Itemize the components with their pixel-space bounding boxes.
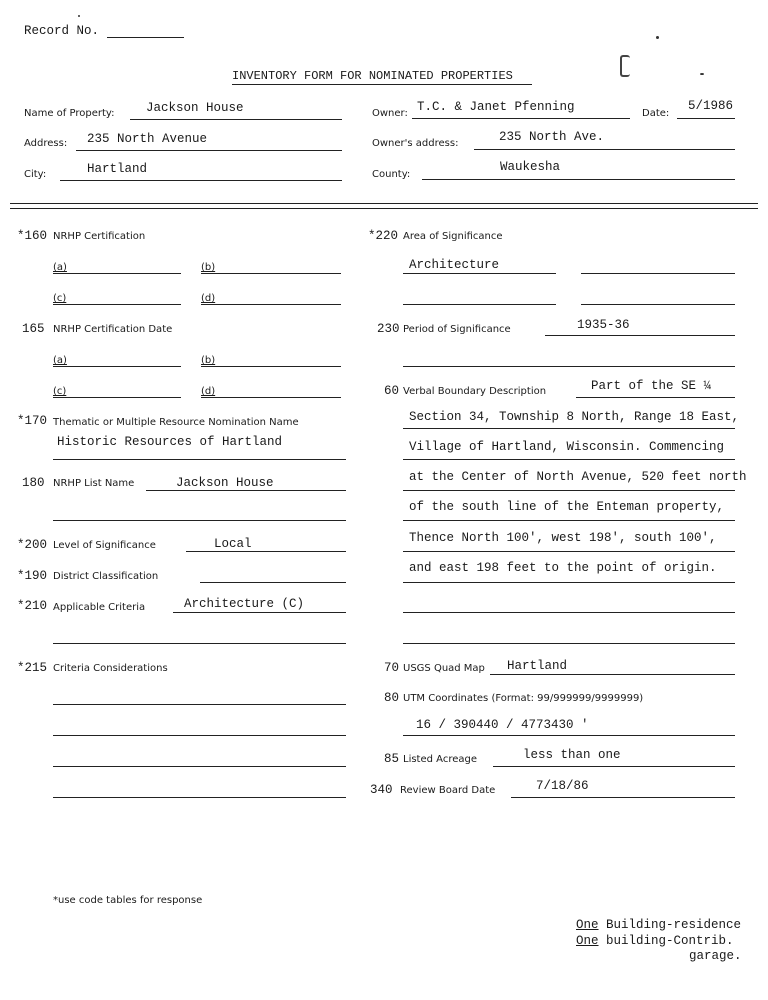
nrhp-date-b-field[interactable]	[201, 366, 341, 367]
nrhp-date-c-field[interactable]	[53, 397, 181, 398]
area-of-significance-field-2[interactable]	[581, 273, 735, 274]
review-board-date-label: Review Board Date	[400, 785, 496, 796]
nrhp-date-a-label: (a)	[53, 355, 67, 366]
date-value: 5/1986	[688, 99, 734, 113]
county-field[interactable]	[422, 179, 735, 180]
boundary-line-4: at the Center of North Avenue, 520 feet north	[409, 470, 747, 484]
field-code: 85	[384, 752, 400, 766]
district-classification-field[interactable]	[200, 582, 346, 583]
listed-acreage-field[interactable]	[493, 766, 735, 767]
listed-acreage-label: Listed Acreage	[403, 754, 477, 765]
field-code: 180	[22, 476, 45, 490]
owner-value: T.C. & Janet Pfenning	[417, 100, 575, 114]
level-of-significance-value: Local	[214, 537, 252, 551]
usgs-quad-map-value: Hartland	[507, 659, 568, 673]
address-field[interactable]	[76, 150, 342, 151]
section-divider	[10, 203, 758, 204]
nrhp-date-d-field[interactable]	[201, 397, 341, 398]
utm-coordinates-label: UTM Coordinates (Format: 99/999999/9999999)	[403, 693, 644, 704]
property-name-label: Name of Property:	[24, 108, 115, 119]
date-field[interactable]	[677, 118, 735, 119]
nrhp-date-d-label: (d)	[201, 386, 216, 397]
period-of-significance-field[interactable]	[545, 335, 735, 336]
owner-address-field[interactable]	[474, 149, 735, 150]
paper-speck	[700, 73, 704, 75]
nrhp-date-a-field[interactable]	[53, 366, 181, 367]
boundary-field-1[interactable]	[576, 397, 735, 398]
field-code: *170	[17, 414, 48, 428]
resource-count-2: One	[576, 934, 599, 948]
nrhp-certification-a-label: (a)	[53, 262, 67, 273]
date-label: Date:	[642, 108, 670, 119]
criteria-considerations-field-2[interactable]	[53, 735, 346, 736]
listed-acreage-value: less than one	[523, 748, 621, 762]
period-of-significance-field-2[interactable]	[403, 366, 735, 367]
boundary-field-6[interactable]	[403, 551, 735, 552]
criteria-considerations-field-1[interactable]	[53, 704, 346, 705]
section-divider	[10, 208, 758, 209]
county-value: Waukesha	[500, 160, 561, 174]
boundary-line-1: Part of the SE ¼	[591, 379, 712, 393]
boundary-field-4[interactable]	[403, 490, 735, 491]
district-classification-label: District Classification	[53, 571, 159, 582]
field-code: *215	[17, 661, 48, 675]
field-code: *160	[17, 229, 48, 243]
verbal-boundary-label: Verbal Boundary Description	[403, 386, 547, 397]
boundary-line-3: Village of Hartland, Wisconsin. Commencing	[409, 440, 725, 454]
criteria-considerations-field-3[interactable]	[53, 766, 346, 767]
boundary-line-7: and east 198 feet to the point of origin.	[409, 561, 717, 575]
applicable-criteria-label: Applicable Criteria	[53, 602, 146, 613]
nrhp-certification-date-label: NRHP Certification Date	[53, 324, 173, 335]
field-code: *200	[17, 538, 48, 552]
field-code: 230	[377, 322, 400, 336]
form-title-underline	[232, 84, 532, 85]
ink-mark	[620, 55, 630, 77]
paper-speck	[78, 15, 80, 17]
nrhp-certification-c-field[interactable]	[53, 304, 181, 305]
record-number-label: Record No.	[24, 24, 100, 38]
address-label: Address:	[24, 138, 68, 149]
applicable-criteria-value: Architecture (C)	[184, 597, 305, 611]
field-code: 165	[22, 322, 45, 336]
nrhp-certification-a-field[interactable]	[53, 273, 181, 274]
record-number-field[interactable]	[107, 37, 184, 38]
resource-count-1: One	[576, 918, 599, 932]
level-of-significance-field[interactable]	[186, 551, 346, 552]
period-of-significance-value: 1935-36	[577, 318, 630, 332]
field-code: 60	[384, 384, 400, 398]
nrhp-list-name-field[interactable]	[146, 490, 346, 491]
criteria-considerations-label: Criteria Considerations	[53, 663, 168, 674]
owner-label: Owner:	[372, 108, 408, 119]
nrhp-date-b-label: (b)	[201, 355, 216, 366]
usgs-quad-map-label: USGS Quad Map	[403, 663, 485, 674]
nrhp-certification-d-label: (d)	[201, 293, 216, 304]
area-of-significance-field-4[interactable]	[581, 304, 735, 305]
resource-count-line-2	[576, 934, 734, 948]
thematic-nomination-label: Thematic or Multiple Resource Nomination Name	[53, 417, 299, 428]
boundary-field-9[interactable]	[403, 643, 735, 644]
resource-type-3: garage.	[689, 949, 742, 963]
nrhp-certification-d-field[interactable]	[201, 304, 341, 305]
property-name-value: Jackson House	[146, 101, 244, 115]
city-field[interactable]	[60, 180, 342, 181]
field-code: *190	[17, 569, 48, 583]
criteria-considerations-field-4[interactable]	[53, 797, 346, 798]
thematic-nomination-value: Historic Resources of Hartland	[57, 435, 283, 449]
boundary-field-7[interactable]	[403, 582, 735, 583]
field-code: *220	[368, 229, 399, 243]
nrhp-certification-label: NRHP Certification	[53, 231, 146, 242]
field-code: 70	[384, 661, 400, 675]
code-tables-note: *use code tables for response	[53, 895, 203, 906]
city-value: Hartland	[87, 162, 148, 176]
nrhp-certification-b-field[interactable]	[201, 273, 341, 274]
review-board-date-value: 7/18/86	[536, 779, 589, 793]
boundary-line-6: Thence North 100', west 198', south 100',	[409, 531, 717, 545]
area-of-significance-label: Area of Significance	[403, 231, 503, 242]
utm-coordinates-value: 16 / 390440 / 4773430 '	[416, 718, 589, 732]
form-title: INVENTORY FORM FOR NOMINATED PROPERTIES	[232, 69, 513, 83]
nrhp-list-name-label: NRHP List Name	[53, 478, 135, 489]
nrhp-certification-c-label: (c)	[53, 293, 67, 304]
field-code: *210	[17, 599, 48, 613]
owner-field[interactable]	[412, 118, 630, 119]
boundary-field-5[interactable]	[403, 520, 735, 521]
resource-type-2: building-Contrib.	[598, 934, 734, 948]
property-name-field[interactable]	[130, 119, 342, 120]
nrhp-list-name-field-2[interactable]	[53, 520, 346, 521]
review-board-date-field[interactable]	[511, 797, 735, 798]
nrhp-certification-b-label: (b)	[201, 262, 216, 273]
nrhp-date-c-label: (c)	[53, 386, 67, 397]
field-code: 80	[384, 691, 400, 705]
thematic-nomination-field[interactable]	[53, 459, 346, 460]
paper-speck	[656, 36, 659, 39]
applicable-criteria-field[interactable]	[173, 612, 346, 613]
boundary-line-5: of the south line of the Enteman property,	[409, 500, 725, 514]
resource-type-1: Building-residence	[598, 918, 742, 932]
usgs-quad-map-field[interactable]	[490, 674, 735, 675]
owner-address-label: Owner's address:	[372, 138, 459, 149]
boundary-field-8[interactable]	[403, 612, 735, 613]
owner-address-value: 235 North Ave.	[499, 130, 605, 144]
resource-count-line-1	[576, 918, 741, 932]
boundary-line-2: Section 34, Township 8 North, Range 18 East,	[409, 410, 740, 424]
applicable-criteria-field-2[interactable]	[53, 643, 346, 644]
county-label: County:	[372, 169, 411, 180]
boundary-field-2[interactable]	[403, 428, 735, 429]
city-label: City:	[24, 169, 47, 180]
utm-coordinates-field[interactable]	[403, 735, 735, 736]
boundary-field-3[interactable]	[403, 459, 735, 460]
period-of-significance-label: Period of Significance	[403, 324, 511, 335]
nrhp-list-name-value: Jackson House	[176, 476, 274, 490]
field-code: 340	[370, 783, 393, 797]
level-of-significance-label: Level of Significance	[53, 540, 156, 551]
area-of-significance-field-3[interactable]	[403, 304, 556, 305]
area-of-significance-value: Architecture	[409, 258, 500, 272]
address-value: 235 North Avenue	[87, 132, 208, 146]
area-of-significance-field-1[interactable]	[403, 273, 556, 274]
